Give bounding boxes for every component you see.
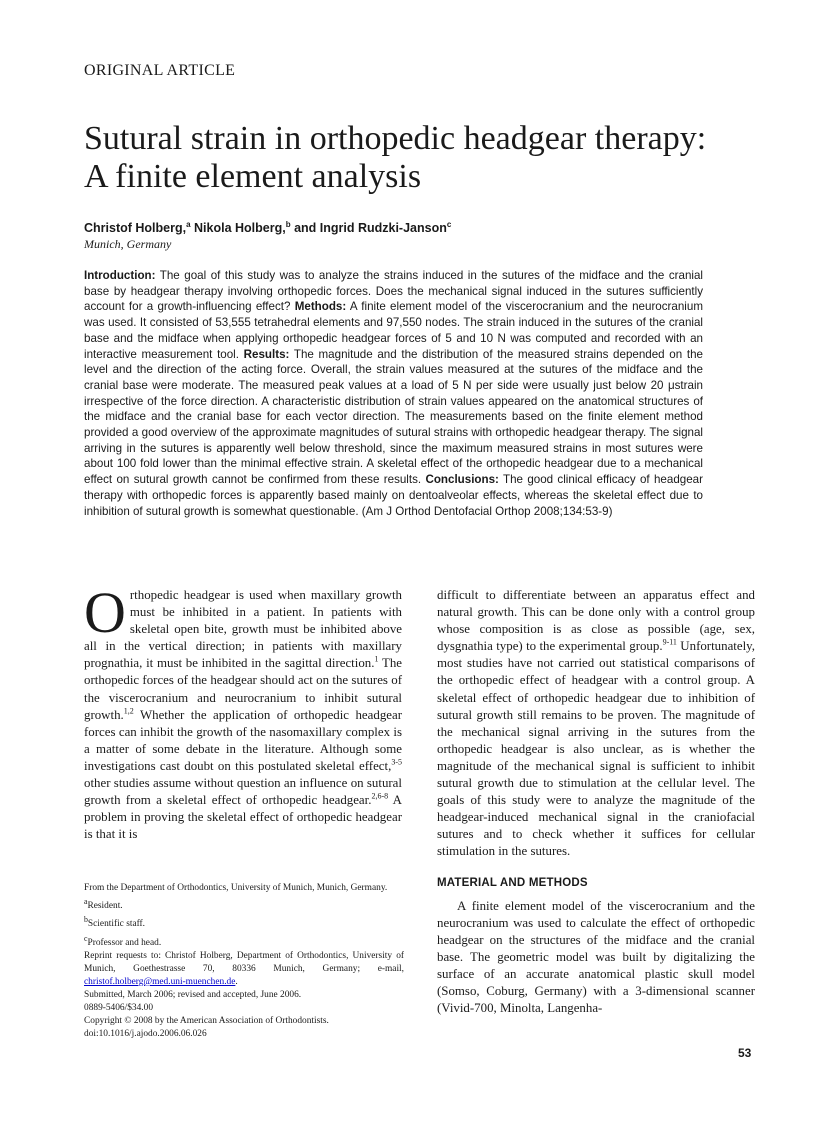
abstract-intro-label: Introduction: xyxy=(84,269,156,282)
footnote-copyright: Copyright © 2008 by the American Association of Orthodontists. xyxy=(84,1016,329,1027)
intro-sentence-1: rthopedic headgear is used when maxillary growth must be inhibited in a patient. In patients with skeletal open bite, growth must be inhibited above all in the vertical direction; in patients with maxillary prognathia, it must be inhibited in the sagittal direction. xyxy=(84,588,402,671)
intro-sentence-3: Whether the application of orthopedic headgear forces can inhibit the growth of the nasomaxillary complex is a matter of some debate in the literature. Although some investigations cast doubt on this postulated skeletal effect, xyxy=(84,707,402,773)
footnote-b xyxy=(84,913,404,931)
author-list xyxy=(84,220,451,235)
footnote-a-marker: a xyxy=(84,897,88,907)
abstract-methods-text: A finite element model of the viscerocranium and the neurocranium was used. It consisted of 53,555 tetrahedral elements and 97,550 nodes. The strain induced in the sutures of the cranial base and the midface when applying orthopedic headgear forces of 5 and 10 N was computed and recorded with an interactive measurement tool. xyxy=(84,300,703,361)
citation-ref: 3-5 xyxy=(391,757,402,767)
body-column-right xyxy=(437,587,755,1017)
intro-sentence-2: The orthopedic forces of the headgear should act on the sutures of the viscerocranium and neurocranium to inhibit sutural growth. xyxy=(84,656,403,722)
footnote-c-marker: c xyxy=(84,933,88,943)
footnotes xyxy=(84,882,404,1041)
footnote-submitted: Submitted, March 2006; revised and accepted, June 2006. xyxy=(84,990,302,1001)
page-number: 53 xyxy=(738,1046,752,1060)
email-link[interactable]: christof.holberg@med.uni-muenchen.de xyxy=(84,976,236,987)
drop-cap: O xyxy=(84,580,126,645)
affiliation: Munich, Germany xyxy=(84,237,172,251)
footnote-issn: 0889-5406/$34.00 xyxy=(84,1003,154,1014)
author-3-marker: c xyxy=(446,220,452,229)
abstract-results-label: Results: xyxy=(243,347,290,361)
author-1-marker: a xyxy=(186,220,191,229)
abstract-conclusions-label: Conclusions: xyxy=(425,473,499,487)
author-3: and Ingrid Rudzki-Janson xyxy=(290,221,447,236)
section-heading-methods: MATERIAL AND METHODS xyxy=(437,876,588,889)
footnote-c-text: Professor and head. xyxy=(87,937,162,948)
footnote-department: From the Department of Orthodontics, University of Munich, Munich, Germany. xyxy=(84,883,388,893)
footnote-reprint xyxy=(84,950,404,989)
intro-cont-sentence-1: difficult to differentiate between an apparatus effect and natural growth. This can be done only with a control group whose composition is as close as possible (age, sex, dysgnathia type) to the experimental group. xyxy=(437,588,755,654)
footnote-a xyxy=(84,895,404,913)
footnote-a-text: Resident. xyxy=(87,901,123,912)
citation-ref: 1 xyxy=(374,655,379,665)
abstract-intro-text: The goal of this study was to analyze the strains induced in the sutures of the midface and the cranial base by headgear therapy involving orthopedic forces. Does the mechanical signal induced in the sutures sufficiently account for a growth-influencing effect? xyxy=(84,269,703,314)
author-2: Nikola Holberg, xyxy=(190,221,286,236)
intro-sentence-4: other studies assume without question an influence on sutural growth from a skeletal effect of orthopedic headgear. xyxy=(84,776,402,808)
article-title xyxy=(84,120,764,196)
author-2-marker: b xyxy=(285,220,291,229)
abstract xyxy=(84,268,703,519)
title-line-1: Sutural strain in orthopedic headgear therapy: xyxy=(84,120,707,157)
citation-ref: 2,6-8 xyxy=(371,791,389,801)
intro-cont-sentence-2: Unfortunately, most studies have not carried out statistical comparisons of the orthopedic effect of headgear with a control group. A skeletal effect of orthopedic headgear due to inhibition of sutural growth still remains to be proven. The magnitude of the mechanical signal arriving in the sutures from the orthopedic headgear is also unclear, as is whether the magnitude of the mechanical signal is sufficient to inhibit sutural growth due to stimulation at the cellular level. The goals of this study were to analyze the magnitude of the headgear-induced mechanical signal in the craniofacial sutures and to check whether it suffices for cellular stimulation in the sutures. xyxy=(437,639,756,859)
methods-paragraph: A finite element model of the viscerocranium and the neurocranium was used to calculate the effect of orthopedic headgear on the structures of the midface and the cranial base. The geometric model was built by digitalizing the surface of an accurate anatomical plastic skull model (Somso, Coburg, Germany) with a 3-dimensional scanner (Vivid-700, Minolta, Langenha- xyxy=(437,898,755,1016)
footnote-doi[interactable]: doi:10.1016/j.ajodo.2006.06.026 xyxy=(84,1029,207,1040)
footnote-b-marker: b xyxy=(84,915,88,925)
footnote-c xyxy=(84,932,404,950)
abstract-results-text: The magnitude and the distribution of the measured strains depended on the level and the direction of the acting force. Overall, the strain values measured at the sutures of the midface and the cranial base were moderate. The measured peak values at a load of 5 N per side were usually just below 20 μstrain irrespective of the force direction. A characteristic distribution of strain values appeared on the anatomical structures of the midface and the cranial base for each vector direction. The measurements based on the finite element method provided a good overview of the approximate magnitudes of sutural strains with orthopedic headgear therapy. The signal arriving in the sutures is apparently well below threshold, since the maximum measured strains in most sutures were about 100 fold lower than the minimal effective strain. A skeletal effect of the orthopedic headgear due to a mechanical effect on sutural growth cannot be confirmed from these results. xyxy=(84,347,703,487)
intro-paragraph xyxy=(84,580,403,843)
reprint-text: Reprint requests to: Christof Holberg, Department of Orthodontics, University of Munich, Goethestrasse 70, 80336 Munich, Germany; e-mail, xyxy=(84,950,404,974)
section-label: ORIGINAL ARTICLE xyxy=(84,62,236,79)
abstract-methods-label: Methods: xyxy=(294,300,347,314)
intro-sentence-5: A problem in proving the skeletal effect of orthopedic headgear is that it is xyxy=(84,793,402,842)
citation-ref: 9-11 xyxy=(662,637,677,647)
reprint-end: . xyxy=(235,976,238,987)
citation-ref: 1,2 xyxy=(123,706,134,716)
body-column-left xyxy=(84,580,403,843)
abstract-conclusions-text: The good clinical efficacy of headgear therapy with orthopedic forces is apparently based mainly on dentoalveolar effects, whereas the skeletal effect due to inhibition of sutural growth is somewhat questionable. (Am J Orthod Dentofacial Orthop 2008;134:53-9) xyxy=(84,473,703,518)
title-line-2: A finite element analysis xyxy=(84,158,422,195)
author-1: Christof Holberg, xyxy=(84,221,187,236)
intro-paragraph-continued xyxy=(437,587,755,861)
footnote-b-text: Scientific staff. xyxy=(87,919,146,930)
